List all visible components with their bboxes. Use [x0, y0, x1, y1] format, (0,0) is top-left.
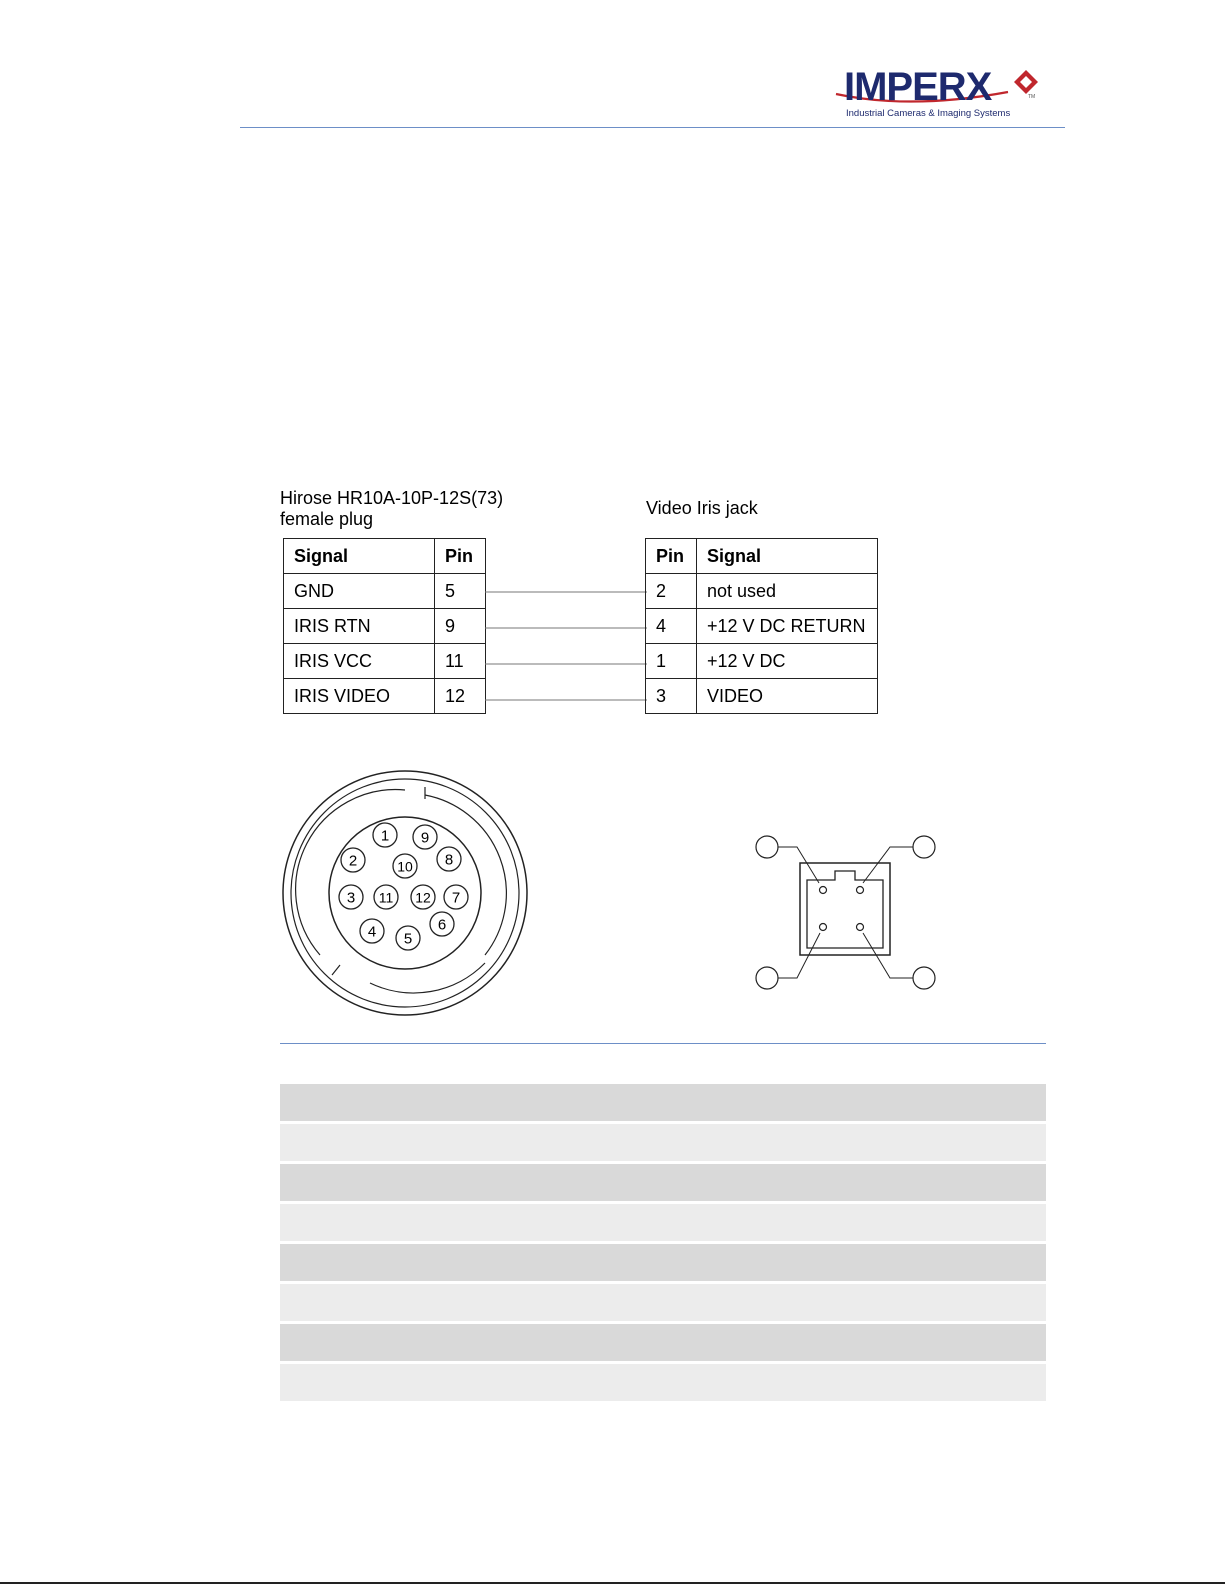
- jack-pin-callout-top-right: [913, 836, 935, 858]
- logo-trademark: TM: [1028, 94, 1036, 100]
- right-connector-caption: Video Iris jack: [646, 498, 758, 518]
- connector-pin-label: 7: [451, 889, 461, 907]
- left-caption-line1: Hirose HR10A-10P-12S(73): [280, 488, 504, 508]
- table-row: [280, 1164, 1046, 1201]
- signal-cell: +12 V DC: [697, 644, 878, 679]
- connector-pin-label: 12: [415, 889, 431, 906]
- table-header-row: [646, 539, 878, 574]
- imperx-logo: [830, 62, 1050, 122]
- table-row: [280, 1324, 1046, 1361]
- connector-pin-label: 4: [367, 923, 377, 941]
- signal-header: Signal: [284, 539, 435, 574]
- connector-pin: [430, 912, 454, 936]
- signal-cell: IRIS VCC: [284, 644, 435, 679]
- signal-cell: not used: [697, 574, 878, 609]
- connector-pin: [444, 885, 468, 909]
- connector-pin: [437, 847, 461, 871]
- pin-cell: 11: [435, 644, 486, 679]
- footer-rule: [0, 1582, 1225, 1584]
- connector-pin: [373, 823, 397, 847]
- table-row: [646, 574, 878, 609]
- header-rule: [240, 127, 1065, 128]
- connector-pin-label: 6: [437, 916, 447, 934]
- pin-cell: 5: [435, 574, 486, 609]
- signal-cell: IRIS RTN: [284, 609, 435, 644]
- connector-pin-group: [339, 823, 468, 950]
- connector-pin-label: 11: [378, 889, 394, 906]
- pin-header: Pin: [435, 539, 486, 574]
- jack-leader-line: [778, 847, 819, 883]
- jack-leader-line: [863, 847, 913, 883]
- connector-pin: [393, 854, 417, 878]
- connector-pin-label: 9: [420, 829, 430, 847]
- table-row: [280, 1124, 1046, 1161]
- pin-cell: 1: [646, 644, 697, 679]
- connector-pin-label: 1: [380, 827, 390, 845]
- connector-outer-ring: [283, 771, 527, 1015]
- hirose-connector-diagram: [280, 765, 530, 1020]
- pin-cell: 4: [646, 609, 697, 644]
- pin-header: Pin: [646, 539, 697, 574]
- table-row: [280, 1084, 1046, 1121]
- signal-cell: GND: [284, 574, 435, 609]
- jack-pin: [820, 924, 827, 931]
- connector-ring-2: [291, 779, 519, 1007]
- table-row: [284, 574, 486, 609]
- table-row: [646, 609, 878, 644]
- table-row: [280, 1244, 1046, 1281]
- table-row: [646, 644, 878, 679]
- table-row: [284, 609, 486, 644]
- signal-cell: IRIS VIDEO: [284, 679, 435, 714]
- table-row: [280, 1364, 1046, 1401]
- pin-cell: 2: [646, 574, 697, 609]
- wiring-lines: [485, 538, 647, 720]
- video-iris-jack-diagram: [755, 835, 940, 995]
- jack-pin-callout-bottom-right: [913, 967, 935, 989]
- left-caption-line2: female plug: [280, 509, 374, 529]
- connector-pin-label: 5: [403, 930, 413, 948]
- connector-pin: [339, 885, 363, 909]
- connector-pin-label: 2: [348, 852, 358, 870]
- connector-pin: [374, 885, 398, 909]
- logo-wordmark: IMPERX: [844, 65, 992, 109]
- pin-cell: 3: [646, 679, 697, 714]
- connector-pin: [411, 885, 435, 909]
- signal-header: Signal: [697, 539, 878, 574]
- connector-pin: [341, 848, 365, 872]
- jack-pin: [857, 887, 864, 894]
- signal-cell: +12 V DC RETURN: [697, 609, 878, 644]
- jack-pin: [820, 887, 827, 894]
- left-connector-caption: [280, 488, 503, 530]
- table-row: [280, 1284, 1046, 1321]
- table-header-row: [284, 539, 486, 574]
- table-row: [284, 644, 486, 679]
- pin-cell: 12: [435, 679, 486, 714]
- connector-pin-label: 10: [397, 858, 413, 875]
- connector-pin: [413, 825, 437, 849]
- table-row: [280, 1204, 1046, 1241]
- connector-pin-label: 8: [444, 851, 454, 869]
- logo-diamond-icon: [1014, 70, 1038, 94]
- connector-pin: [396, 926, 420, 950]
- connector-pin: [360, 919, 384, 943]
- table-row: [284, 679, 486, 714]
- table-row: [646, 679, 878, 714]
- jack-pin-callout-bottom-left: [756, 967, 778, 989]
- video-iris-pin-table: [645, 538, 878, 714]
- hirose-pin-table: [283, 538, 486, 714]
- jack-pin: [857, 924, 864, 931]
- signal-cell: VIDEO: [697, 679, 878, 714]
- jack-housing: [800, 863, 890, 955]
- connector-pin-label: 3: [346, 889, 356, 907]
- section-rule: [280, 1043, 1046, 1044]
- logo-tagline: Industrial Cameras & Imaging Systems: [846, 108, 1011, 119]
- jack-pin-callout-top-left: [756, 836, 778, 858]
- pin-cell: 9: [435, 609, 486, 644]
